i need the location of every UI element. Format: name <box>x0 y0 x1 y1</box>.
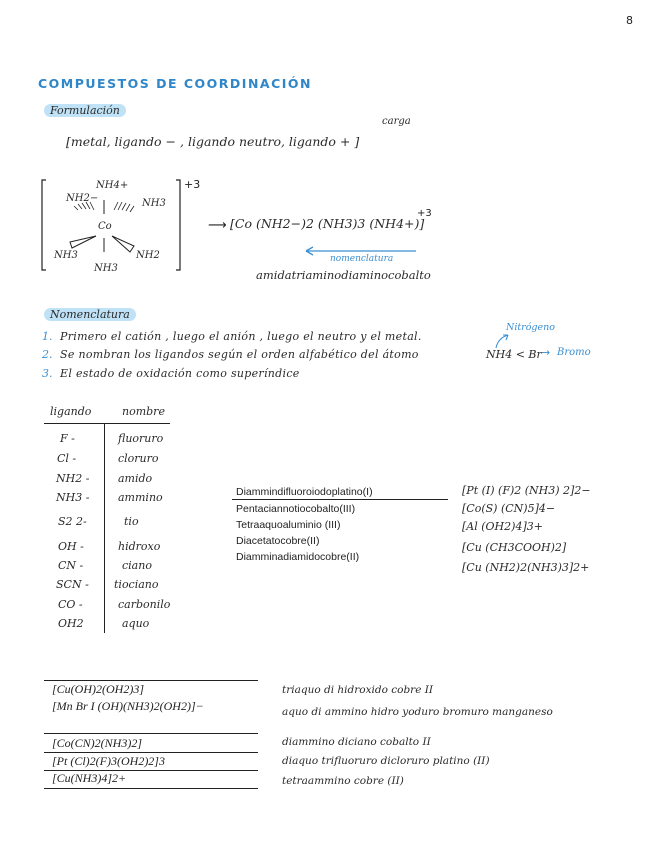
bottom-formula-0: [Cu(OH)2(OH2)3] <box>52 682 144 696</box>
ligand-nh3-bottom: NH3 <box>94 263 118 274</box>
ligand-nh3-right: NH3 <box>142 198 166 209</box>
example-formula: NH4 < Br <box>486 348 542 361</box>
arrow-label: nomenclatura <box>330 254 394 264</box>
ligand-row-6-name: ciano <box>122 559 152 572</box>
ligand-row-8-ligand: CO - <box>58 598 83 611</box>
bracket-left <box>42 180 46 270</box>
ligand-nh3-left-bottom: NH3 <box>54 250 78 261</box>
formulacion-formula: [metal, ligando − , ligando neutro, ligando + ] <box>66 134 360 149</box>
ligand-table-hline <box>44 423 170 424</box>
rule-3-text: El estado de oxidación como superíndice <box>60 367 300 380</box>
ligand-row-6-ligand: CN - <box>58 559 84 572</box>
exercise-formula-1: [Co(S) (CN)5]4− <box>462 502 556 515</box>
complex-formula-charge: +3 <box>417 208 432 219</box>
ligand-row-0-name: fluoruro <box>118 432 164 445</box>
ligand-row-8-name: carbonilo <box>118 598 171 611</box>
exercise-name-0: Diammindifluoroiodoplatino(I) <box>236 486 373 498</box>
exercise-formula-3: [Cu (CH3COOH)2] <box>462 541 567 554</box>
exercise-name-3: Diacetatocobre(II) <box>236 535 320 547</box>
rule-3-number: 3. <box>42 367 53 380</box>
bottom-formula-2: [Co(CN)2(NH3)2] <box>52 736 143 750</box>
ligand-table-header-nombre: nombre <box>122 405 165 418</box>
bond-hatched-right <box>114 202 134 212</box>
ligand-nh4-top: NH4+ <box>96 180 129 191</box>
rule-2-number: 2. <box>42 348 53 361</box>
bottom-formula-3: [Pt (Cl)2(F)3(OH2)2]3 <box>52 754 165 768</box>
exercise-name-2: Tetraaquoaluminio (III) <box>236 519 341 531</box>
complex-center: Co <box>98 221 112 232</box>
complex-formula: [Co (NH2−)2 (NH3)3 (NH4+)] <box>230 216 425 231</box>
bromo-label: Bromo <box>557 347 591 358</box>
bottom-table-line-4 <box>44 788 258 789</box>
bottom-table-line-1 <box>44 733 258 734</box>
bottom-formula-1: [Mn Br I (OH)(NH3)2(OH2)]− <box>52 699 204 713</box>
ligand-row-9-ligand: OH2 <box>58 617 84 630</box>
ligand-row-4-name: tio <box>124 515 139 528</box>
complex-name: amidatriaminodiaminocobalto <box>256 268 431 282</box>
rule-1-number: 1. <box>42 330 53 343</box>
ligand-nh2-right-bottom: NH2 <box>136 250 160 261</box>
exercise-name-4: Diamminadiamidocobre(II) <box>236 551 360 563</box>
page-title: COMPUESTOS DE COORDINACIÓN <box>38 76 312 91</box>
ligand-row-3-name: ammino <box>118 491 163 504</box>
nomenclatura-heading: Nomenclatura <box>44 308 136 321</box>
bond-wedge-left <box>70 236 96 248</box>
ligand-row-2-name: amido <box>118 472 153 485</box>
bottom-table-line-0 <box>44 680 258 681</box>
ligand-row-4-ligand: S2 2- <box>58 515 87 528</box>
formulacion-carga: carga <box>382 116 411 127</box>
nitrogeno-label: Nitrógeno <box>506 322 555 333</box>
bottom-name-4: tetraammino cobre (II) <box>282 775 404 787</box>
bottom-name-2: diammino diciano cobalto II <box>282 736 431 748</box>
exercise-formula-2: [Al (OH2)4]3+ <box>462 520 543 533</box>
page-number: 8 <box>626 14 633 27</box>
exercise-underline <box>232 499 448 500</box>
ligand-row-2-ligand: NH2 - <box>56 472 90 485</box>
bromo-arrow-icon: → <box>541 346 551 359</box>
bottom-name-1: aquo di ammino hidro yoduro bromuro manganeso <box>282 706 553 718</box>
ligand-table-vline <box>104 423 105 633</box>
ligand-row-9-name: aquo <box>122 617 150 630</box>
ligand-row-5-ligand: OH - <box>58 540 84 553</box>
complex-charge: +3 <box>184 178 201 191</box>
ligand-nh2-left: NH2− <box>66 193 99 204</box>
right-arrow-icon: ⟶ <box>208 218 227 233</box>
ligand-row-0-ligand: F - <box>60 432 75 445</box>
ligand-table-header-ligando: ligando <box>50 405 92 418</box>
rule-2-text: Se nombran los ligandos según el orden alfabético del átomo <box>60 348 419 361</box>
ligand-row-7-ligand: SCN - <box>56 578 89 591</box>
exercise-formula-4: [Cu (NH2)2(NH3)3]2+ <box>462 561 590 574</box>
ligand-row-3-ligand: NH3 - <box>56 491 90 504</box>
bottom-name-0: triaquo di hidroxido cobre II <box>282 684 434 696</box>
formulacion-heading: Formulación <box>44 104 126 117</box>
ligand-row-7-name: tiociano <box>114 578 159 591</box>
bottom-formula-4: [Cu(NH3)4]2+ <box>52 771 127 785</box>
rule-1-text: Primero el catión , luego el anión , luego el neutro y el metal. <box>60 330 422 343</box>
ligand-row-1-name: cloruro <box>118 452 159 465</box>
exercise-formula-0: [Pt (I) (F)2 (NH3) 2]2− <box>462 484 591 497</box>
ligand-row-1-ligand: Cl - <box>57 452 77 465</box>
bracket-right <box>176 180 180 270</box>
ligand-row-5-name: hidroxo <box>118 540 161 553</box>
exercise-name-1: Pentaciannotiocobalto(III) <box>236 503 356 515</box>
bottom-name-3: diaquo trifluoruro dicloruro platino (II) <box>282 755 490 767</box>
bond-wedge-right <box>112 236 134 252</box>
bottom-table-line-2 <box>44 752 258 753</box>
